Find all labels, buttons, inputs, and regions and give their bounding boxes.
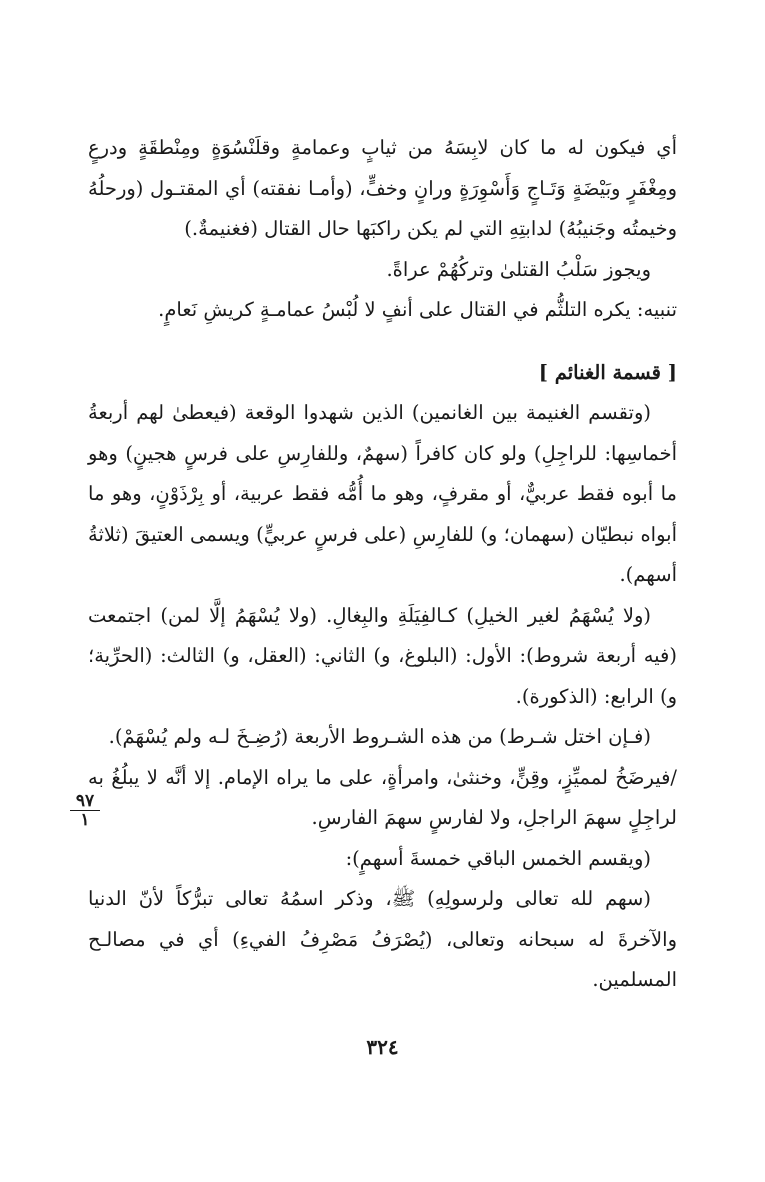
paragraph-4: (وتقسم الغنيمة بين الغانمين) الذين شهدوا الوقعة (فيعطىٰ لهم أربعةُ أخماسِها: للراجِلِ) ولو كان كافراً (سهمٌ، وللفارِسِ على فرسٍ هجينٍ) وهو ما أبوه فقط عربيٌّ، أو مقرفٍ، وهو ما أُمُّه فقط عربية، أو بِرْذَوْنٍ، وهو ما أبواه نبطيّان (سهمان؛ و) للفارِسِ (على فرسٍ عربيٍّ) ويسمى العتيقَ (ثلاثةُ أسهم). (88, 401, 677, 586)
folio-number: ٩٧ (70, 792, 100, 811)
paragraph-7: /فيرضَخُ لمميِّزٍ، وقِنٍّ، وخنثىٰ، وامرأةٍ، على ما يراه الإمام. إلا أنَّه لا يبلُغُ به لراجِلٍ سهمَ الراجلِ، ولا لفارسٍ سهمَ الفارسِ. (88, 765, 677, 829)
paragraph-9: (سهم لله تعالى ولرسولِهِ) ﷺ، وذكر اسمُهُ تعالى تبرُّكاً لأنّ الدنيا والآخرةَ له سبحانه وتعالى، (يُصْرَفُ مَصْرِفُ الفيءِ) أي في مصالـح المسلمين. (88, 887, 677, 991)
paragraph-8: (ويقسم الخمس الباقي خمسةَ أسهمٍ): (345, 846, 651, 870)
paragraph-1: أي فيكون له ما كان لابِسَهُ من ثيابٍ وعمامةٍ وقلَنْسُوَةٍ ومِنْطقَةٍ ودرعٍ ومِغْفَرٍ وبَيْضَةٍ وَتَـاجٍ وَأَسْوِرَةٍ ورانٍ وخفٍّ، (وأمـا نفقته) أي المقتـول (ورحلُهُ وخيمتُه وجَنيبُهُ) لدابتِهِ التي لم يكن راكبَها حال القتال (فغنيمةٌ.) (88, 136, 677, 240)
page-number: ٣٢٤ (366, 1035, 399, 1059)
manuscript-folio-marker (70, 792, 100, 829)
section-heading: [ قسمة الغنائم ] (538, 360, 677, 384)
paragraph-2: ويجوز سَلْبُ القتلىٰ وتركُهُمْ عراةً. (386, 257, 651, 281)
paragraph-note: تنبيه: يكره التلثُّم في القتال على أنفٍ لا لُبْسُ عمامـةٍ كريشِ نَعامٍ. (158, 298, 677, 321)
page-text-block (88, 128, 677, 1001)
paragraph-6: (فـإن اختل شـرط) من هذه الشـروط الأربعة (رُضِـخَ لـه ولم يُسْهَمْ). (108, 725, 651, 748)
folio-side: ١ (80, 810, 90, 830)
paragraph-5: (ولا يُسْهَمُ لغير الخيلِ) كـالفِيَلَةِ والبِغالِ. (ولا يُسْهَمُ إلَّا لمن) اجتمعت (فيه أربعة شروط): الأول: (البلوغ، و) الثاني: (العقل، و) الثالث: (الحرِّية؛ و) الرابع: (الذكورة). (88, 603, 677, 708)
